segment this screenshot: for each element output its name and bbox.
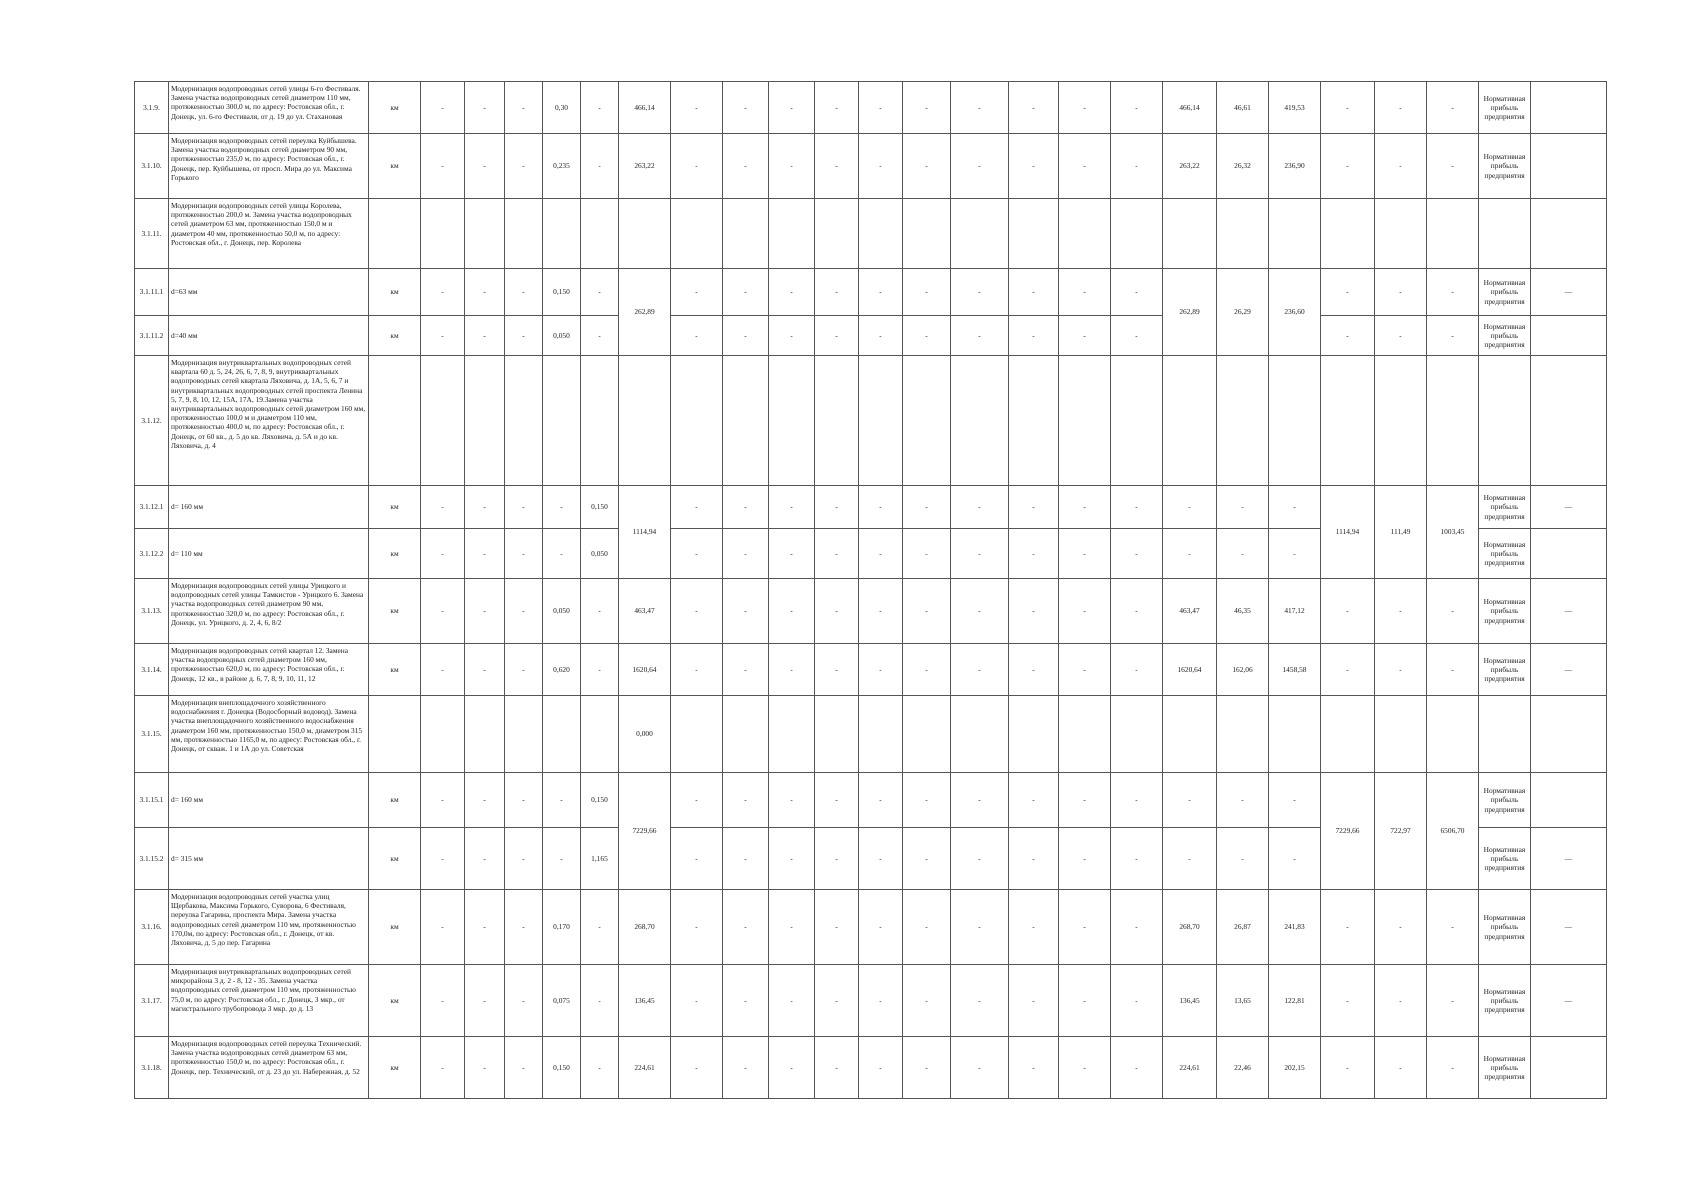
row-financing-rest: 419,53 xyxy=(1269,82,1321,134)
row-financing-total: 1114,94 xyxy=(1321,486,1375,579)
row-unit: км xyxy=(369,269,421,316)
row-financing-rest: 1458,58 xyxy=(1269,644,1321,696)
row-financing-total: 463,47 xyxy=(1163,579,1217,644)
table-row: 3.1.14. Модернизация водопроводных сетей квартал 12. Замена участка водопроводных сетей диаметром 160 мм, протяженностью 620,0 м, по адресу: Ростовская обл., г. Донецк, 12 кв., в районе д. 6, 7, 8, 9, 10, 11, 12 км - - - 0,620 - 1620,64 - - - - - - - - - - 1620,64 162,06 1458,58 - - - Нормативная прибыль предприятия — xyxy=(135,644,1686,696)
row-length: 0,30 xyxy=(543,82,581,134)
table-row xyxy=(135,199,1686,269)
row-code: 3.1.9. xyxy=(135,82,169,134)
row-description: d=40 мм xyxy=(169,316,369,356)
row-code: 3.1.11. xyxy=(135,199,169,269)
row-financing-part: 722,97 xyxy=(1375,773,1427,890)
table-row: 3.1.10. Модернизация водопроводных сетей переулка Куйбышева. Замена участка водопроводных сетей диаметром 90 мм, протяженностью 235,0 м, по адресу: Ростовская обл., г. Донецк, пер. Куйбышева, от просп. Мира до ул. Максима Горького км - - - 0,235 - 263,22 - - - - - - - - - - 263,22 26,32 236,90 - - - Нормативная прибыль предприятия xyxy=(135,134,1686,199)
row-financing-total: 466,14 xyxy=(1163,82,1217,134)
row-code: 3.1.16. xyxy=(135,890,169,965)
row-financing-rest: 236,60 xyxy=(1269,269,1321,356)
row-funding-source: Нормативная прибыль предприятия xyxy=(1479,965,1531,1037)
row-description: d= 315 мм xyxy=(169,828,369,890)
row-description: Модернизация внеплощадочного хозяйственного водоснабжения г. Донецка (Водосборный водовод). Замена участка внеплощадочного хозяйственного водоснабжения диаметром 160 мм, протяженностью 150,0 м, диаметром 315 мм, протяженностью 1165,0 м, по адресу: Ростовская обл., г. Донецк, от скваж. 1 и 1А до ул. Советская xyxy=(169,696,369,773)
row-code: 3.1.10. xyxy=(135,134,169,199)
row-unit: км xyxy=(369,486,421,529)
table-row xyxy=(135,356,1686,486)
row-financing-total: 136,45 xyxy=(1163,965,1217,1037)
row-financing-rest: 202,15 xyxy=(1269,1037,1321,1099)
row-unit: км xyxy=(369,773,421,828)
row-length: 0,150 xyxy=(543,1037,581,1099)
row-length: 0,235 xyxy=(543,134,581,199)
table-row: 3.1.11.2 d=40 мм км - - - 0,050 - - - - - - - - - - - - - - Нормативная прибыль предприятия xyxy=(135,316,1686,356)
row-mark: — xyxy=(1531,644,1607,696)
row-length: 0,075 xyxy=(543,965,581,1037)
row-financing-part: 162,06 xyxy=(1217,644,1269,696)
table-row: 3.1.11.1 d=63 мм км - - - 0,150 - 262,89 - - - - - - - - - - 262,89 26,29 236,60 - - - Нормативная прибыль предприятия — xyxy=(135,269,1686,316)
row-financing-part: 46,35 xyxy=(1217,579,1269,644)
row-unit: км xyxy=(369,644,421,696)
row-total: 263,22 xyxy=(619,134,671,199)
row-financing-rest: 122,81 xyxy=(1269,965,1321,1037)
row-code: 3.1.18. xyxy=(135,1037,169,1099)
table-row: 3.1.16. Модернизация водопроводных сетей участка улиц Щербакова, Максима Горького, Суворова, 6 Фестиваля, переулка Гагарина, проспекта Мира. Замена участка водопроводных сетей диаметром 110 мм, протяженностью 170,0м, по адресу: Ростовская обл., г. Донецк, от кв. Ляховича, д. 5 до пер. Гагарина км - - - 0,170 - 268,70 - - - - - - - - - - 268,70 26,87 241,83 - - - Нормативная прибыль предприятия — xyxy=(135,890,1686,965)
row-unit: км xyxy=(369,579,421,644)
row-funding-source: Нормативная прибыль предприятия xyxy=(1479,579,1531,644)
row-funding-source: Нормативная прибыль предприятия xyxy=(1479,269,1531,316)
row-financing-rest: 241,83 xyxy=(1269,890,1321,965)
row-length: 0,620 xyxy=(543,644,581,696)
row-funding-source: Нормативная прибыль предприятия xyxy=(1479,316,1531,356)
row-code: 3.1.13. xyxy=(135,579,169,644)
row-financing-part: 26,32 xyxy=(1217,134,1269,199)
investment-program-table xyxy=(134,81,1686,1099)
row-length: 0,050 xyxy=(543,316,581,356)
row-length: 0,050 xyxy=(581,529,619,579)
table-row: 3.1.12.1 d= 160 мм км - - - - 0,150 1114,94 - - - - - - - - - - - - - 1114,94 111,49 1003,45 Нормативная прибыль предприятия — xyxy=(135,486,1686,529)
row-code: 3.1.14. xyxy=(135,644,169,696)
row-description: Модернизация водопроводных сетей участка улиц Щербакова, Максима Горького, Суворова, 6 Фестиваля, переулка Гагарина, проспекта Мира. Замена участка водопроводных сетей диаметром 110 мм, протяженностью 170,0м, по адресу: Ростовская обл., г. Донецк, от кв. Ляховича, д. 5 до пер. Гагарина xyxy=(169,890,369,965)
row-description: Модернизация водопроводных сетей улицы 6-го Фестиваля. Замена участка водопроводных сетей диаметром 110 мм, протяженностью 300,0 м, по адресу: Ростовская обл., г. Донецк, ул. 6-го Фестиваля, от д. 19 до ул. Стахановая xyxy=(169,82,369,134)
table-row xyxy=(135,696,1686,773)
row-mark: — xyxy=(1531,579,1607,644)
row-unit: км xyxy=(369,1037,421,1099)
row-mark: — xyxy=(1531,486,1607,529)
row-length: 0,050 xyxy=(543,579,581,644)
row-unit: км xyxy=(369,529,421,579)
row-total: 268,70 xyxy=(619,890,671,965)
row-funding-source: Нормативная прибыль предприятия xyxy=(1479,890,1531,965)
row-description: Модернизация водопроводных сетей квартал 12. Замена участка водопроводных сетей диаметром 160 мм, протяженностью 620,0 м, по адресу: Ростовская обл., г. Донецк, 12 кв., в районе д. 6, 7, 8, 9, 10, 11, 12 xyxy=(169,644,369,696)
row-unit: км xyxy=(369,890,421,965)
row-description: Модернизация водопроводных сетей улицы Урицкого и водопроводных сетей улицы Тамкистов - Урицкого 6. Замена участка водопроводных сетей диаметром 90 мм, протяженностью 320,0 м, по адресу: Ростовская обл., г. Донецк, ул. Урицкого, д. 2, 4, 6, 8/2 xyxy=(169,579,369,644)
row-code: 3.1.11.1 xyxy=(135,269,169,316)
row-length: 0,150 xyxy=(543,269,581,316)
row-code: 3.1.11.2 xyxy=(135,316,169,356)
row-total: 7229,66 xyxy=(619,773,671,890)
row-length: 0,150 xyxy=(581,486,619,529)
row-funding-source: Нормативная прибыль предприятия xyxy=(1479,773,1531,828)
row-total: 463,47 xyxy=(619,579,671,644)
table-row: 3.1.15.1 d= 160 мм км - - - - 0,150 7229,66 - - - - - - - - - - - - - 7229,66 722,97 6506,70 Нормативная прибыль предприятия xyxy=(135,773,1686,828)
row-code: 3.1.12.1 xyxy=(135,486,169,529)
row-financing-rest: 417,12 xyxy=(1269,579,1321,644)
row-code: 3.1.12.2 xyxy=(135,529,169,579)
row-description: Модернизация водопроводных сетей переулка Куйбышева. Замена участка водопроводных сетей диаметром 90 мм, протяженностью 235,0 м, по адресу: Ростовская обл., г. Донецк, пер. Куйбышева, от просп. Мира до ул. Максима Горького xyxy=(169,134,369,199)
row-total: 262,89 xyxy=(619,269,671,356)
row-description: Модернизация внутриквартальных водопроводных сетей микрорайона 3 д. 2 - 8, 12 - 35. Замена участка водопроводных сетей диаметром 110 мм, протяженностью 75,0 м, по адресу: Ростовская обл., г. Донецк, 3 мкр., от магистрального трубопровода 3 мкр. до д. 13 xyxy=(169,965,369,1037)
row-financing-total: 224,61 xyxy=(1163,1037,1217,1099)
row-unit: км xyxy=(369,965,421,1037)
row-length: 0,170 xyxy=(543,890,581,965)
row-funding-source: Нормативная прибыль предприятия xyxy=(1479,529,1531,579)
table-row: 3.1.17. Модернизация внутриквартальных водопроводных сетей микрорайона 3 д. 2 - 8, 12 - 35. Замена участка водопроводных сетей диаметром 110 мм, протяженностью 75,0 м, по адресу: Ростовская обл., г. Донецк, 3 мкр., от магистрального трубопровода 3 мкр. до д. 13 км - - - 0,075 - 136,45 - - - - - - - - - - 136,45 13,65 122,81 - - - Нормативная прибыль предприятия — xyxy=(135,965,1686,1037)
row-mark: — xyxy=(1531,890,1607,965)
row-financing-total: 262,89 xyxy=(1163,269,1217,356)
row-financing-total: 263,22 xyxy=(1163,134,1217,199)
row-length: 0,150 xyxy=(581,773,619,828)
row-funding-source: Нормативная прибыль предприятия xyxy=(1479,82,1531,134)
row-mark: — xyxy=(1531,828,1607,890)
table-row: 3.1.15.2 d= 315 мм км - - - - 1,165 - - - - - - - - - - - - - Нормативная прибыль предприятия — xyxy=(135,828,1686,890)
row-code: 3.1.15.1 xyxy=(135,773,169,828)
row-description: d= 110 мм xyxy=(169,529,369,579)
row-funding-source: Нормативная прибыль предприятия xyxy=(1479,486,1531,529)
row-code: 3.1.12. xyxy=(135,356,169,486)
row-mark: — xyxy=(1531,269,1607,316)
row-financing-total: 1620,64 xyxy=(1163,644,1217,696)
row-funding-source: Нормативная прибыль предприятия xyxy=(1479,644,1531,696)
row-funding-source: Нормативная прибыль предприятия xyxy=(1479,828,1531,890)
row-financing-part: 26,29 xyxy=(1217,269,1269,356)
row-financing-rest: 236,90 xyxy=(1269,134,1321,199)
row-total: 136,45 xyxy=(619,965,671,1037)
row-total: 1620,64 xyxy=(619,644,671,696)
row-code: 3.1.15.2 xyxy=(135,828,169,890)
table-row: 3.1.12.2 d= 110 мм км - - - - 0,050 - - - - - - - - - - - - - Нормативная прибыль предприятия xyxy=(135,529,1686,579)
row-description: d=63 мм xyxy=(169,269,369,316)
table-row: 3.1.9. Модернизация водопроводных сетей улицы 6-го Фестиваля. Замена участка водопроводных сетей диаметром 110 мм, протяженностью 300,0 м, по адресу: Ростовская обл., г. Донецк, ул. 6-го Фестиваля, от д. 19 до ул. Стахановая км - - - 0,30 - 466,14 - - - - - - - - - - 466,14 46,61 419,53 - - - Нормативная прибыль предприятия xyxy=(135,82,1686,134)
table-row: 3.1.13. Модернизация водопроводных сетей улицы Урицкого и водопроводных сетей улицы Тамкистов - Урицкого 6. Замена участка водопроводных сетей диаметром 90 мм, протяженностью 320,0 м, по адресу: Ростовская обл., г. Донецк, ул. Урицкого, д. 2, 4, 6, 8/2 км - - - 0,050 - 463,47 - - - - - - - - - - 463,47 46,35 417,12 - - - Нормативная прибыль предприятия — xyxy=(135,579,1686,644)
row-mark: — xyxy=(1531,965,1607,1037)
table-row: 3.1.18. Модернизация водопроводных сетей переулка Технический. Замена участка водопроводных сетей диаметром 63 мм, протяженностью 150,0 м, по адресу: Ростовская обл., г. Донецк, пер. Технический, от д. 23 до ул. Набережная, д. 52 км - - - 0,150 - 224,61 - - - - - - - - - - 224,61 22,46 202,15 - - - Нормативная прибыль предприятия xyxy=(135,1037,1686,1099)
row-description: d= 160 мм xyxy=(169,773,369,828)
row-funding-source: Нормативная прибыль предприятия xyxy=(1479,1037,1531,1099)
row-financing-total: 268,70 xyxy=(1163,890,1217,965)
row-description: Модернизация внутриквартальных водопроводных сетей квартала 60 д. 5, 24, 26, 6, 7, 8, 9, внутриквартальных водопроводных сетей квартала Ляховича, д. 1А, 5, 6, 7 и внутриквартальных водопроводных сетей проспекта Ленина 5, 7, 9, 8, 10, 12, 15А, 17А, 19.Замена участка внутриквартальных водопроводных сетей диаметром 160 мм, протяженностью 100,0 м и диаметром 110 мм, протяженностью 400,0 м, по адресу: Ростовская обл., г. Донецк, от 60 кв., д. 5 до кв. Ляховича, д. 5А и до кв. Ляховича, д. 4 xyxy=(169,356,369,486)
row-unit: км xyxy=(369,134,421,199)
row-unit: км xyxy=(369,828,421,890)
row-financing-rest: 1003,45 xyxy=(1427,486,1479,579)
row-financing-rest: 6506,70 xyxy=(1427,773,1479,890)
row-financing-part: 13,65 xyxy=(1217,965,1269,1037)
row-total: 1114,94 xyxy=(619,486,671,579)
row-code: 3.1.17. xyxy=(135,965,169,1037)
row-description: d= 160 мм xyxy=(169,486,369,529)
row-description: Модернизация водопроводных сетей переулка Технический. Замена участка водопроводных сетей диаметром 63 мм, протяженностью 150,0 м, по адресу: Ростовская обл., г. Донецк, пер. Технический, от д. 23 до ул. Набережная, д. 52 xyxy=(169,1037,369,1099)
row-length: 1,165 xyxy=(581,828,619,890)
row-financing-part: 111,49 xyxy=(1375,486,1427,579)
row-total: 224,61 xyxy=(619,1037,671,1099)
row-financing-total: 7229,66 xyxy=(1321,773,1375,890)
row-financing-part: 46,61 xyxy=(1217,82,1269,134)
row-description: Модернизация водопроводных сетей улицы Королева, протяженностью 200,0 м. Замена участка водопроводных сетей диаметром 63 мм, протяженностью 150,0 м и диаметром 40 мм, протяженностью 50,0 м, по адресу: Ростовская обл., г. Донецк, пер. Королева xyxy=(169,199,369,269)
row-funding-source: Нормативная прибыль предприятия xyxy=(1479,134,1531,199)
row-total: 466,14 xyxy=(619,82,671,134)
row-unit: км xyxy=(369,316,421,356)
row-financing-part: 22,46 xyxy=(1217,1037,1269,1099)
row-total: 0,000 xyxy=(619,696,671,773)
row-financing-part: 26,87 xyxy=(1217,890,1269,965)
row-code: 3.1.15. xyxy=(135,696,169,773)
row-unit: км xyxy=(369,82,421,134)
